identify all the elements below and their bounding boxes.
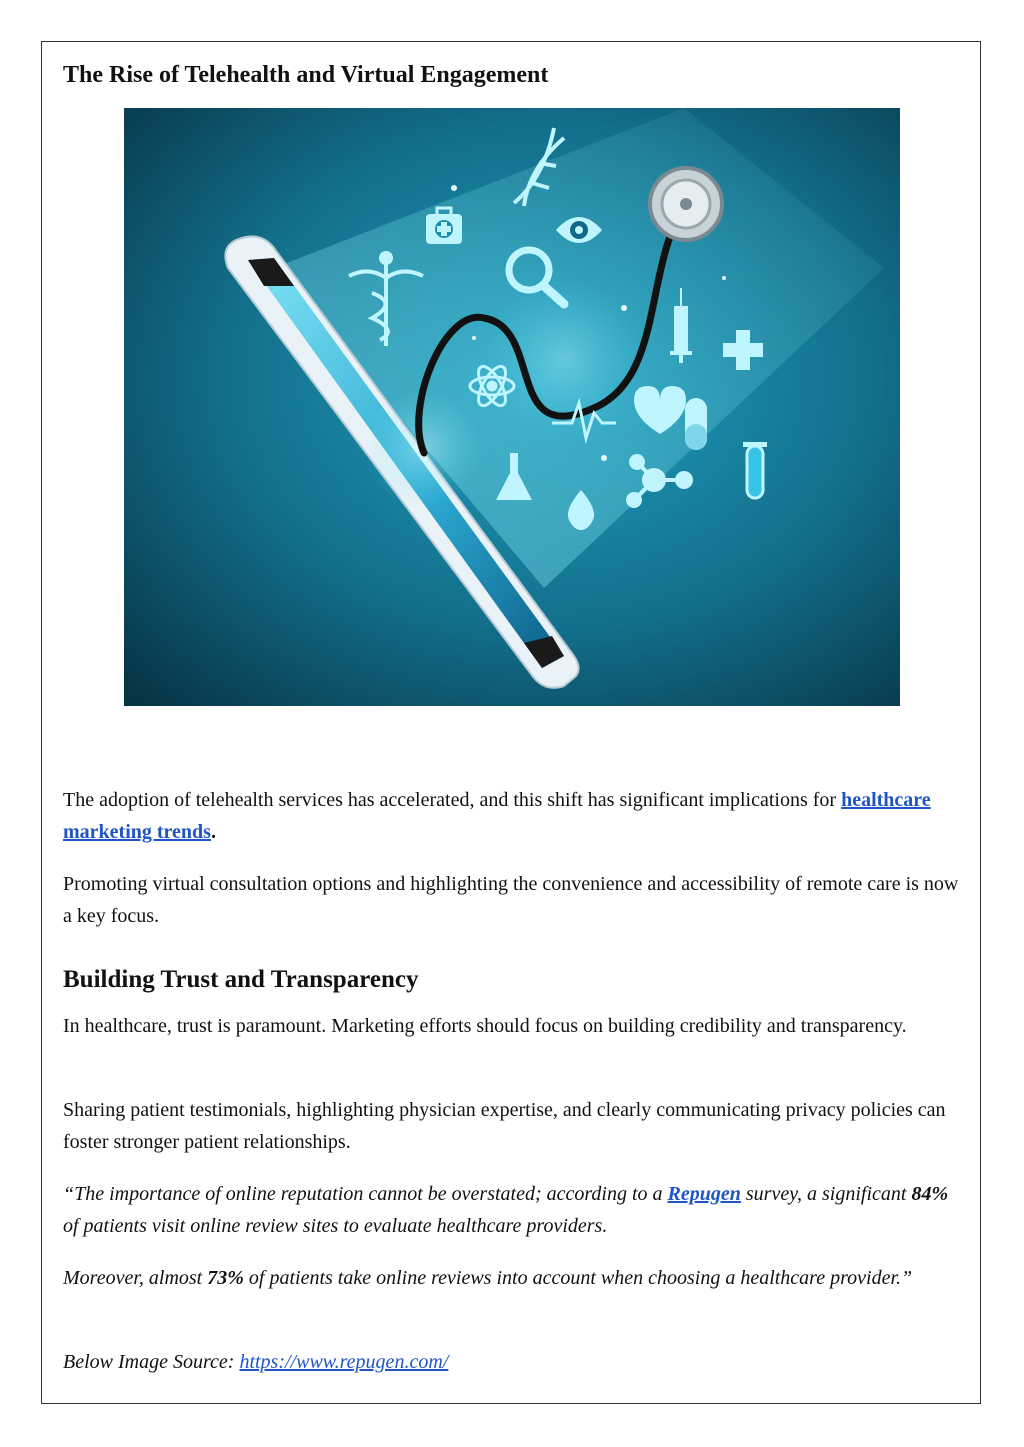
- pill-icon: [685, 398, 707, 450]
- repugen-link[interactable]: Repugen: [667, 1183, 741, 1205]
- healthcare-marketing-trends-link[interactable]: healthcare marketing trends: [63, 789, 931, 843]
- stethoscope-icon: [650, 168, 722, 240]
- quote-online-reviews: Moreover, almost 73% of patients take online reviews into account when choosing a healthcare provider.”: [63, 1267, 913, 1289]
- section-heading-trust: Building Trust and Transparency: [63, 966, 419, 993]
- test-tube-icon: [743, 442, 767, 498]
- telehealth-hero-image: [124, 108, 900, 706]
- repugen-url-link[interactable]: https://www.repugen.com/: [239, 1351, 449, 1373]
- paragraph-virtual-consultation: Promoting virtual consultation options and highlighting the convenience and accessibility of remote care is now a key focus.: [63, 873, 959, 927]
- paragraph-patient-testimonials: Sharing patient testimonials, highlighting physician expertise, and clearly communicating privacy policies can foster stronger patient relationships.: [63, 1099, 946, 1153]
- paragraph-telehealth-adoption: The adoption of telehealth services has accelerated, and this shift has significant implications for healthcare marketing trends.: [63, 789, 931, 843]
- section-heading-telehealth: The Rise of Telehealth and Virtual Engagement: [63, 62, 549, 88]
- image-source-line: Below Image Source: https://www.repugen.com/: [63, 1351, 449, 1373]
- quote-online-reputation: “The importance of online reputation cannot be overstated; according to a Repugen survey, a significant 84% of patients visit online review sites to evaluate healthcare providers.: [63, 1183, 949, 1237]
- paragraph-trust-paramount: In healthcare, trust is paramount. Marketing efforts should focus on building credibility and transparency.: [63, 1015, 907, 1037]
